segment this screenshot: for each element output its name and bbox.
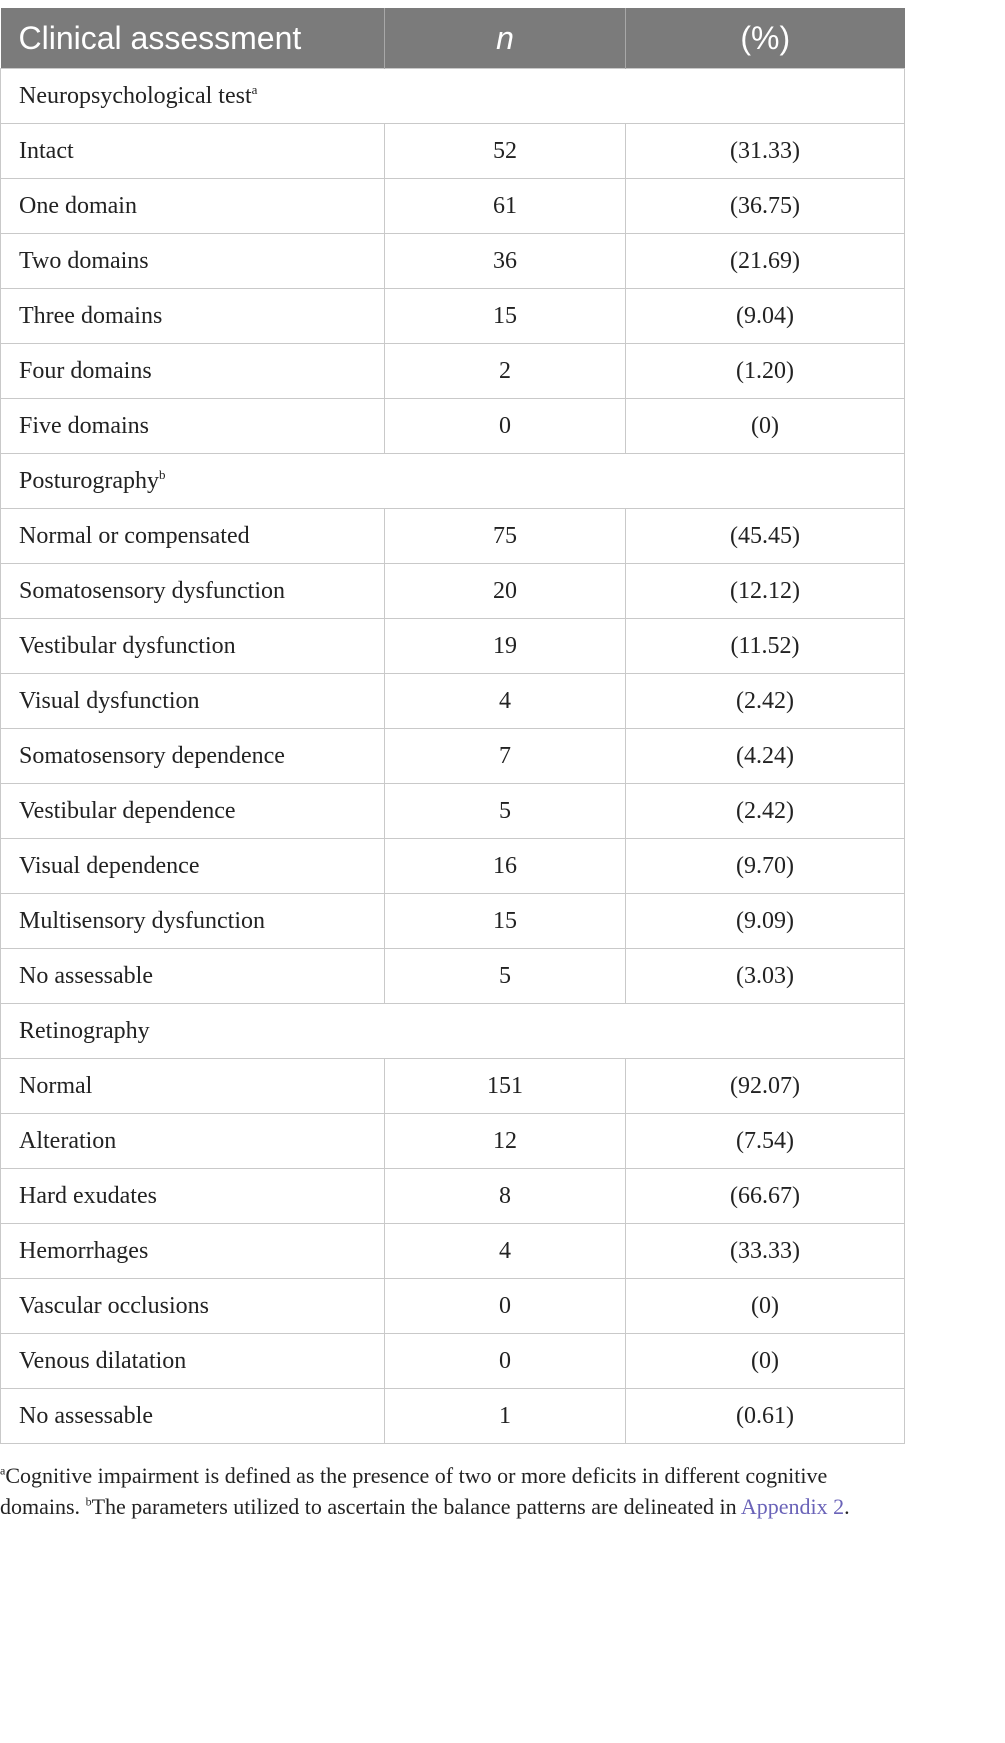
row-label: Alteration [1, 1114, 385, 1169]
row-label: Four domains [1, 344, 385, 399]
table-row [1, 729, 905, 784]
row-percent: (9.04) [626, 289, 905, 344]
clinical-assessment-table [0, 8, 905, 1444]
row-percent: (1.20) [626, 344, 905, 399]
row-label: Vascular occlusions [1, 1279, 385, 1334]
table-row [1, 124, 905, 179]
row-n: 75 [385, 509, 626, 564]
row-percent: (4.24) [626, 729, 905, 784]
row-label: Hard exudates [1, 1169, 385, 1224]
table-row [1, 509, 905, 564]
section-title: Retinography [19, 1017, 150, 1044]
row-label: Visual dependence [1, 839, 385, 894]
row-label: Multisensory dysfunction [1, 894, 385, 949]
table-header-row [1, 8, 905, 69]
clinical-assessment-table-container [0, 8, 904, 1444]
row-n: 20 [385, 564, 626, 619]
row-label: Hemorrhages [1, 1224, 385, 1279]
header-percent: (%) [626, 8, 905, 69]
row-label: Venous dilatation [1, 1334, 385, 1389]
section-footnote-marker: a [251, 81, 258, 97]
row-percent: (21.69) [626, 234, 905, 289]
row-percent: (11.52) [626, 619, 905, 674]
row-percent: (33.33) [626, 1224, 905, 1279]
row-label: Somatosensory dependence [1, 729, 385, 784]
row-percent: (7.54) [626, 1114, 905, 1169]
section-footnote-marker: b [159, 466, 166, 482]
row-percent: (12.12) [626, 564, 905, 619]
row-label: Visual dysfunction [1, 674, 385, 729]
row-label: Intact [1, 124, 385, 179]
footnote-a-marker: a [0, 1463, 6, 1478]
table-row [1, 234, 905, 289]
table-row [1, 949, 905, 1004]
row-percent: (45.45) [626, 509, 905, 564]
row-n: 4 [385, 674, 626, 729]
row-n: 61 [385, 179, 626, 234]
appendix-2-link[interactable]: Appendix 2 [740, 1494, 845, 1519]
footnote-b-text: The parameters utilized to ascertain the balance patterns are delineated in [91, 1494, 741, 1519]
row-label: Three domains [1, 289, 385, 344]
row-percent: (0.61) [626, 1389, 905, 1444]
row-n: 4 [385, 1224, 626, 1279]
table-row [1, 179, 905, 234]
row-n: 5 [385, 949, 626, 1004]
row-n: 8 [385, 1169, 626, 1224]
table-row [1, 1279, 905, 1334]
row-percent: (2.42) [626, 674, 905, 729]
row-label: One domain [1, 179, 385, 234]
section-title-cell [1, 69, 905, 124]
table-body [1, 69, 905, 1444]
row-label: Somatosensory dysfunction [1, 564, 385, 619]
row-percent: (66.67) [626, 1169, 905, 1224]
row-label: Normal [1, 1059, 385, 1114]
header-clinical-assessment: Clinical assessment [1, 8, 385, 69]
row-percent: (36.75) [626, 179, 905, 234]
row-n: 7 [385, 729, 626, 784]
footnote-b-marker: b [85, 1494, 92, 1509]
row-n: 52 [385, 124, 626, 179]
table-footnote [0, 1460, 904, 1522]
section-row [1, 1004, 905, 1059]
row-percent: (0) [626, 399, 905, 454]
row-n: 19 [385, 619, 626, 674]
section-title: Neuropsychological test [19, 82, 252, 109]
table-row [1, 839, 905, 894]
row-percent: (9.09) [626, 894, 905, 949]
row-percent: (0) [626, 1279, 905, 1334]
table-row [1, 344, 905, 399]
row-label: No assessable [1, 949, 385, 1004]
row-percent: (3.03) [626, 949, 905, 1004]
table-row [1, 619, 905, 674]
table-row [1, 1224, 905, 1279]
row-percent: (31.33) [626, 124, 905, 179]
row-n: 5 [385, 784, 626, 839]
row-n: 2 [385, 344, 626, 399]
footnote-a-text: Cognitive impairment is defined as the presence of two or more deficits in different cognitive domains. [0, 1463, 828, 1519]
table-row [1, 674, 905, 729]
row-n: 15 [385, 894, 626, 949]
footnote-end: . [844, 1494, 850, 1519]
row-percent: (2.42) [626, 784, 905, 839]
row-label: Five domains [1, 399, 385, 454]
section-row [1, 69, 905, 124]
row-n: 151 [385, 1059, 626, 1114]
table-row [1, 1169, 905, 1224]
row-n: 36 [385, 234, 626, 289]
section-title-cell [1, 454, 905, 509]
table-row [1, 564, 905, 619]
table-row [1, 1334, 905, 1389]
row-n: 12 [385, 1114, 626, 1169]
header-n-label: n [496, 19, 514, 56]
row-n: 16 [385, 839, 626, 894]
table-row [1, 1114, 905, 1169]
row-percent: (92.07) [626, 1059, 905, 1114]
row-label: Vestibular dysfunction [1, 619, 385, 674]
header-n [385, 8, 626, 69]
table-row [1, 289, 905, 344]
row-percent: (0) [626, 1334, 905, 1389]
table-row [1, 784, 905, 839]
row-n: 0 [385, 1334, 626, 1389]
row-label: Vestibular dependence [1, 784, 385, 839]
row-n: 0 [385, 1279, 626, 1334]
section-title: Posturography [19, 467, 159, 494]
table-row [1, 399, 905, 454]
row-n: 0 [385, 399, 626, 454]
row-n: 15 [385, 289, 626, 344]
section-row [1, 454, 905, 509]
row-percent: (9.70) [626, 839, 905, 894]
section-title-cell [1, 1004, 905, 1059]
row-label: Two domains [1, 234, 385, 289]
table-row [1, 1389, 905, 1444]
row-label: No assessable [1, 1389, 385, 1444]
row-label: Normal or compensated [1, 509, 385, 564]
row-n: 1 [385, 1389, 626, 1444]
table-row [1, 1059, 905, 1114]
table-row [1, 894, 905, 949]
